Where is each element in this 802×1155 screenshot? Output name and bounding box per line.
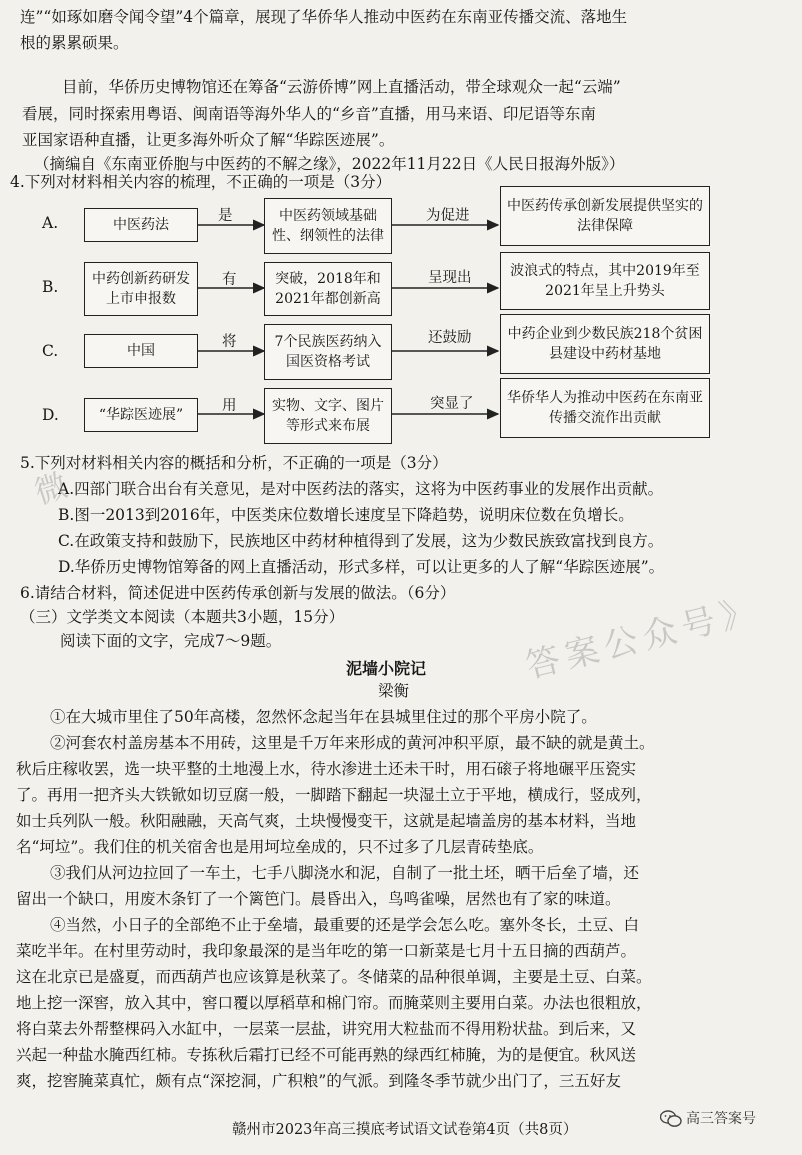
paragraph-3-line-1: ③我们从河边拉回了一车土，七手八脚浇水和泥，自制了一批土坯，晒干后垒了墙，还: [50, 864, 640, 882]
q4-option-c-label: C.: [42, 342, 59, 360]
q4-c-connector-1: 将: [222, 334, 237, 350]
paragraph-3-line-2: 留出一个缺口，用废木条钉了一个篱笆门。晨昏出入，鸟鸣雀噪，居然也有了家的味道。: [16, 890, 621, 908]
paragraph-2-line-3: 了。再用一把齐头大铁锨如切豆腐一般，一脚踏下翻起一块湿土立于平地，横成行，竖成列，: [16, 786, 652, 804]
q5-option-c: C.在政策支持和鼓励下，民族地区中药材种植得到了发展，这为少数民族致富找到良方。: [58, 532, 664, 550]
intro-line-2: 根的累累硕果。: [20, 34, 129, 52]
q4-c-box-3: 中药企业到少数民族218个贫困县建设中药材基地: [500, 314, 710, 374]
wechat-badge-label: 高三答案号: [686, 1111, 756, 1127]
page-footer: 赣州市2023年高三摸底考试语文试卷第4页（共8页）: [232, 1122, 578, 1138]
paragraph-4-line-3: 这在北京已是盛夏，而西葫芦也应该算是秋菜了。冬储菜的品种很单调，主要是土豆、白菜。: [16, 968, 652, 986]
q4-d-box-1: “华踪医迹展”: [84, 398, 198, 432]
q4-stem: 4.下列对材料相关内容的梳理，不正确的一项是（3分）: [10, 173, 392, 191]
q4-option-a-label: A.: [42, 214, 59, 232]
paragraph-1: ①在大城市里住了50年高楼，忽然怀念起当年在县城里住过的那个平房小院了。: [50, 708, 597, 726]
section-heading: （三）文学类文本阅读（本题共3小题，15分）: [20, 608, 345, 626]
paragraph-4-line-6: 兴起一种盐水腌西红柿。专拣秋后霜打已经不可能再熟的绿西红柿腌，为的是便宜。秋风送: [16, 1046, 637, 1064]
intro-line-4: 看展，同时探索用粤语、闽南语等海外华人的“乡音”直播，用马来语、印尼语等东南: [22, 105, 596, 123]
passage-author: 梁衡: [378, 682, 410, 700]
q4-c-box-2: 7个民族医药纳入国医资格考试: [264, 324, 392, 380]
paragraph-2-line-4: 如士兵列队一般。秋阳融融，天高气爽，土块慢慢变干，这就是起墙盖房的基本材料，当地: [16, 812, 637, 830]
passage-title: 泥墙小院记: [346, 659, 427, 678]
q4-b-box-2: 突破，2018年和2021年都创新高: [264, 262, 392, 316]
q4-a-box-1: 中医药法: [84, 208, 198, 242]
q5-option-b: B.图一2013到2016年，中医类床位数增长速度呈下降趋势，说明床位数在负增长。: [58, 506, 634, 524]
intro-line-5: 亚国家语种直播，让更多海外听众了解“华踪医迹展”。: [22, 131, 395, 149]
intro-line-3: 目前，华侨历史博物馆还在筹备“云游侨博”网上直播活动，带全球观众一起“云端”: [62, 78, 621, 96]
q4-b-box-3: 波浪式的特点，其中2019年至2021年呈上升势头: [500, 252, 710, 310]
q4-a-box-3: 中医药传承创新发展提供坚实的法律保障: [500, 186, 710, 246]
paragraph-4-line-7: 爽，挖窖腌菜真忙，颇有点“深挖洞，广积粮”的气派。到隆冬季节就少出门了，三五好友: [16, 1072, 621, 1090]
paragraph-4-line-4: 地上挖一深窖，放入其中，窖口覆以厚稻草和棉门帘。而腌菜则主要用白菜。办法也很粗放，: [16, 994, 652, 1012]
q4-b-box-1: 中药创新药研发上市申报数: [84, 262, 198, 316]
paragraph-2-line-5: 名“坷垃”。我们住的机关宿舍也是用坷垃垒成的，只不过多了几层青砖垫底。: [16, 838, 544, 856]
q4-b-connector-2: 呈现出: [428, 270, 472, 286]
q4-a-box-2: 中医药领域基础性、纲领性的法律: [264, 198, 392, 254]
intro-line-1: 连”“如琢如磨令闻令望”4个篇章，展现了华侨华人推动中医药在东南亚传播交流、落地生: [20, 8, 628, 26]
q4-c-connector-2: 还鼓励: [428, 330, 472, 346]
q6-stem: 6.请结合材料，简述促进中医药传承创新与发展的做法。（6分）: [20, 584, 456, 602]
q4-d-connector-1: 用: [222, 398, 237, 414]
q4-c-box-1: 中国: [84, 334, 198, 368]
q4-option-d-label: D.: [42, 406, 59, 424]
q4-d-box-3: 华侨华人为推动中医药在东南亚传播交流作出贡献: [500, 378, 710, 438]
paragraph-4-line-5: 将白菜去外帮整棵码入水缸中，一层菜一层盐，讲究用大粒盐而不得用粉状盐。到后来，又: [16, 1020, 637, 1038]
q5-option-d: D.华侨历史博物馆筹备的网上直播活动，形式多样，可以让更多的人了解“华踪医迹展”。: [58, 558, 665, 576]
q5-option-a: A.四部门联合出台有关意见，是对中医药法的落实，这将为中医药事业的发展作出贡献。: [58, 480, 664, 498]
q4-a-connector-2: 为促进: [426, 208, 470, 224]
watermark-left: 微: [29, 463, 78, 512]
paragraph-4-line-1: ④当然，小日子的全部绝不止于垒墙，最重要的还是学会怎么吃。塞外冬长，土豆、白: [50, 916, 640, 934]
q4-d-connector-2: 突显了: [430, 396, 474, 412]
wechat-badge: [660, 1108, 756, 1128]
watermark-right: 答案公众号》: [521, 589, 765, 687]
source-citation: （摘编自《东南亚侨胞与中医药的不解之缘》，2022年11月22日《人民日报海外版》）: [34, 155, 625, 173]
wechat-icon: [660, 1110, 682, 1128]
q4-b-connector-1: 有: [222, 272, 237, 288]
paragraph-4-line-2: 菜吃半年。在村里劳动时，我印象最深的是当年吃的第一口新菜是七月十五日摘的西葫芦。: [16, 942, 637, 960]
q4-d-box-2: 实物、文字、图片等形式来布展: [264, 388, 392, 444]
paragraph-2-line-2: 秋后庄稼收罢，选一块平整的土地漫上水，待水渗进土还未干时，用石磙子将地碾平压瓷实: [16, 760, 637, 778]
q4-a-connector-1: 是: [218, 208, 233, 224]
q5-stem: 5.下列对材料相关内容的概括和分析，不正确的一项是（3分）: [20, 454, 448, 472]
q4-option-b-label: B.: [42, 278, 59, 296]
section-instruction: 阅读下面的文字，完成7～9题。: [60, 632, 282, 650]
paragraph-2-line-1: ②河套农村盖房基本不用砖，这里是千万年来形成的黄河冲积平原，最不缺的就是黄土。: [50, 734, 655, 752]
